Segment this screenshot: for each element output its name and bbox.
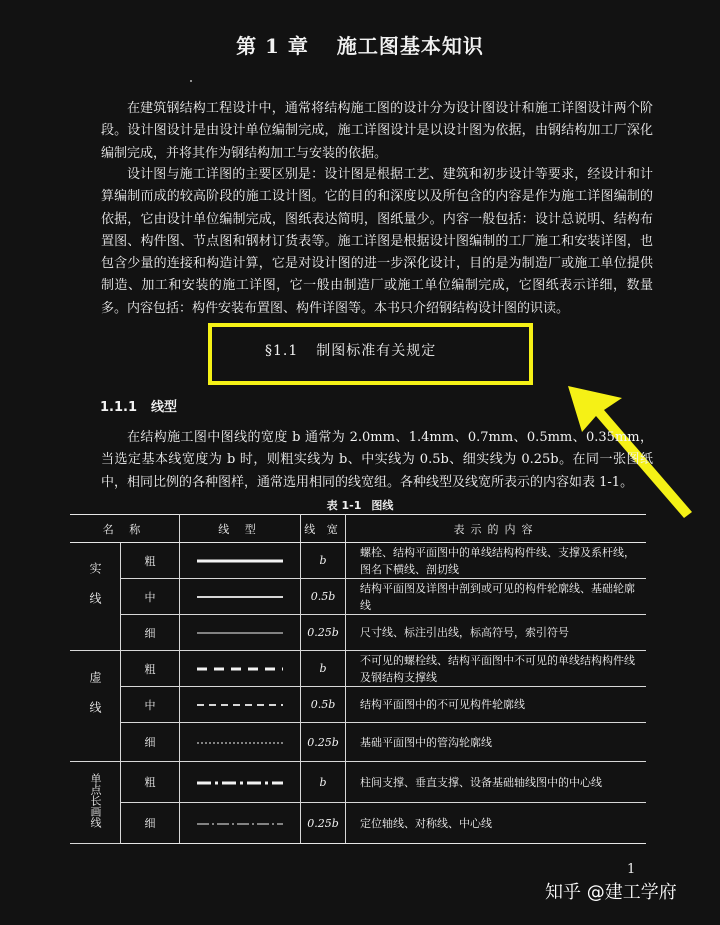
table-caption <box>0 497 720 513</box>
category-chain: 单点长画线 <box>70 762 121 844</box>
width-cell: b <box>301 762 346 803</box>
line-type-table <box>70 514 646 844</box>
header-name: 名 称 <box>70 515 180 543</box>
header-line-width: 线 宽 <box>301 515 346 543</box>
content-cell: 不可见的螺栓线、结构平面图中不可见的单线结构构件线及钢结构支撑线 <box>346 651 647 687</box>
section-title: 制图标准有关规定 <box>316 343 437 359</box>
header-content: 表示的内容 <box>346 515 647 543</box>
scan-speck <box>190 80 192 82</box>
line-sample-thin-solid <box>180 615 301 651</box>
line-width-paragraph: 在结构施工图中图线的宽度 b 通常为 2.0mm、1.4mm、0.7mm、0.5mm、0.35mm，当选定基本线宽度为 b 时，则粗实线为 b、中实线为 0.5b、细实线为 0.25b。在同一张图纸中，相同比例的各种图样，通常选用相同的线宽组。各种线型及线宽所表示的内容如表 1-1。 <box>101 430 653 490</box>
intro-paragraph-2: 设计图与施工详图的主要区别是：设计图是根据工艺、建筑和初步设计等要求，经设计和计算编制而成的较高阶段的施工设计图。它的目的和深度以及所包含的内容是作为施工详图编制的依据，它由设计单位编制完成，图纸表达简明，图纸量少。内容一般包括：设计总说明、结构布置图、构件图、节点图和钢材订货表等。施工详图是根据设计图编制的工厂施工和安装详图，也包含少量的连接和构造计算，它是对设计图的进一步深化设计，目的是为制造厂或施工单位提供制造、加工和安装的施工详图，它一般由制造厂或施工单位编制完成，它图纸表示详细，数量多。内容包括：构件安装布置图、构件详图等。本书只介绍钢结构设计图的识读。 <box>101 167 653 316</box>
weight-cell: 粗 <box>121 651 180 687</box>
watermark-text: 知乎 @建工学府 <box>545 882 677 903</box>
content-cell: 基础平面图中的管沟轮廓线 <box>346 723 647 762</box>
table-caption-title: 图线 <box>371 499 394 512</box>
content-cell: 尺寸线、标注引出线，标高符号，索引符号 <box>346 615 647 651</box>
width-cell: 0.5b <box>301 579 346 615</box>
section-number: §1.1 <box>265 343 299 359</box>
weight-cell: 细 <box>121 803 180 844</box>
subsection-title: 线型 <box>151 400 178 415</box>
table-row <box>70 615 646 651</box>
line-sample-thin-dashed <box>180 723 301 762</box>
width-cell: 0.25b <box>301 723 346 762</box>
line-sample-medium-solid <box>180 579 301 615</box>
header-line-type: 线 型 <box>180 515 301 543</box>
section-heading <box>265 340 436 360</box>
content-cell: 结构平面图中的不可见构件轮廓线 <box>346 687 647 723</box>
subsection-heading <box>100 396 177 415</box>
table-header-row <box>70 515 646 543</box>
weight-cell: 细 <box>121 615 180 651</box>
chapter-number: 第 1 章 <box>236 34 309 58</box>
width-cell: b <box>301 543 346 579</box>
line-sample-thick-dashed <box>180 651 301 687</box>
weight-cell: 粗 <box>121 762 180 803</box>
intro-paragraph-1: 在建筑钢结构工程设计中，通常将结构施工图的设计分为设计图设计和施工详图设计两个阶段。设计图设计是由设计单位编制完成，施工详图设计是以设计图为依据，由钢结构加工厂深化编制完成，并将其作为钢结构加工与安装的依据。 <box>101 101 653 161</box>
weight-cell: 中 <box>121 579 180 615</box>
content-cell: 螺栓、结构平面图中的单线结构构件线、支撑及系杆线，图名下横线、剖切线 <box>346 543 647 579</box>
table-row <box>70 803 646 844</box>
page-number: 1 <box>627 862 636 877</box>
table-row <box>70 543 646 579</box>
subsection-number: 1.1.1 <box>100 400 138 415</box>
width-cell: 0.25b <box>301 803 346 844</box>
table-row <box>70 651 646 687</box>
category-dashed: 虚线 <box>70 651 121 762</box>
width-cell: b <box>301 651 346 687</box>
table-row <box>70 723 646 762</box>
line-sample-medium-dashed <box>180 687 301 723</box>
table-row <box>70 579 646 615</box>
width-cell: 0.5b <box>301 687 346 723</box>
line-sample-thick-solid <box>180 543 301 579</box>
category-solid: 实线 <box>70 543 121 651</box>
weight-cell: 细 <box>121 723 180 762</box>
table-row <box>70 762 646 803</box>
line-sample-thin-chain <box>180 803 301 844</box>
weight-cell: 中 <box>121 687 180 723</box>
weight-cell: 粗 <box>121 543 180 579</box>
chapter-title: 施工图基本知识 <box>336 34 484 58</box>
width-cell: 0.25b <box>301 615 346 651</box>
content-cell: 结构平面图及详图中剖到或可见的构件轮廓线、基础轮廓线 <box>346 579 647 615</box>
table-caption-number: 表 1-1 <box>326 499 362 512</box>
content-cell: 定位轴线、对称线、中心线 <box>346 803 647 844</box>
line-sample-thick-chain <box>180 762 301 803</box>
content-cell: 柱间支撑、垂直支撑、设备基础轴线图中的中心线 <box>346 762 647 803</box>
chapter-heading <box>0 30 720 59</box>
table-row <box>70 687 646 723</box>
